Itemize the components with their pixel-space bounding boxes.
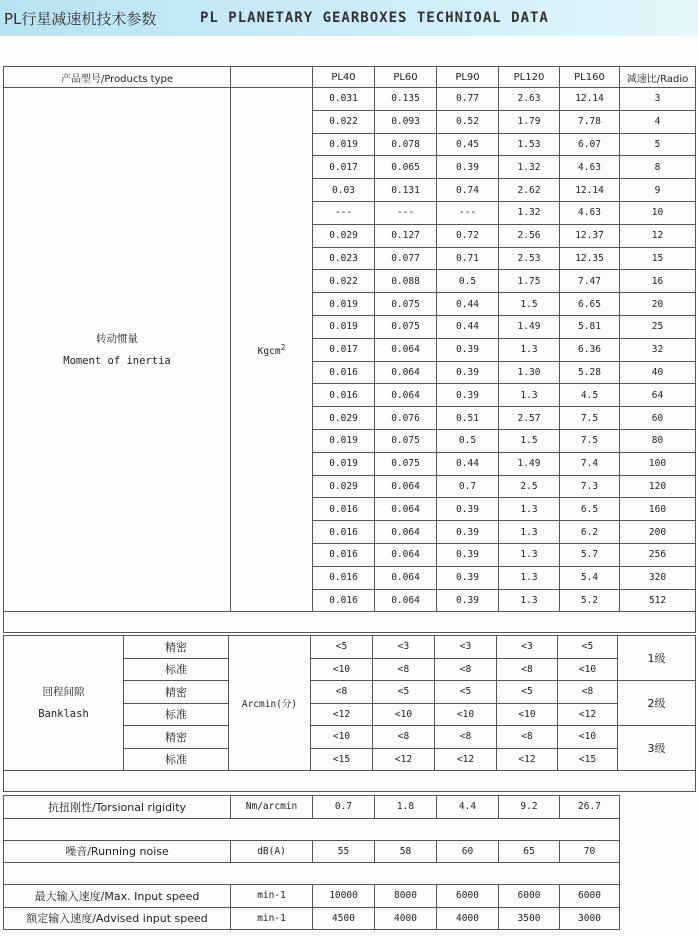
inertia-value: 0.39 [437,156,499,179]
spacer-cell [4,818,620,840]
inertia-label [4,88,231,612]
inertia-value: 7.5 [560,407,620,430]
ratio-value: 10 [620,201,696,224]
inertia-value: 0.064 [375,475,437,498]
inertia-label-en: Moment of inertia [63,354,171,367]
inertia-value: 7.78 [560,110,620,133]
inertia-value: 4.5 [560,384,620,407]
inertia-value: 0.022 [313,270,375,293]
advised-speed-row [4,907,620,930]
inertia-value: 1.3 [499,384,560,407]
spacer-row [4,771,696,792]
ratio-value: 32 [620,338,696,361]
backlash-value: <3 [497,636,558,659]
property-value: 3000 [560,907,620,930]
ratio-value: 16 [620,270,696,293]
noise-label: 噪音/Running noise [4,840,231,863]
ratio-value: 8 [620,156,696,179]
inertia-value: 12.14 [560,88,620,111]
ratio-value: 9 [620,179,696,202]
inertia-value: 0.51 [437,407,499,430]
torsional-row [4,796,620,819]
backlash-value: <10 [558,658,618,681]
spacer-row [4,612,696,633]
inertia-value: 0.076 [375,407,437,430]
inertia-value: 0.39 [437,521,499,544]
inertia-value: 0.088 [375,270,437,293]
inertia-value: 0.064 [375,361,437,384]
inertia-value: 5.7 [560,543,620,566]
ratio-value: 4 [620,110,696,133]
inertia-value: 1.3 [499,589,560,612]
unit-cell: Nm/arcmin [231,796,313,819]
inertia-value: 4.63 [560,156,620,179]
inertia-value: 12.14 [560,179,620,202]
backlash-row [4,636,696,659]
backlash-value: <10 [497,703,558,726]
unit-cell: dB(A) [231,840,313,863]
inertia-value: 0.019 [313,429,375,452]
inertia-value: 0.017 [313,338,375,361]
inertia-value: 1.5 [499,429,560,452]
backlash-label-zh: 回程间隙 [42,686,85,698]
noise-row [4,840,620,863]
inertia-value: 0.131 [375,179,437,202]
inertia-value: 5.81 [560,315,620,338]
stage-cell: 1级 [618,636,696,681]
inertia-value: 0.077 [375,247,437,270]
ratio-value: 25 [620,315,696,338]
ratio-value: 160 [620,498,696,521]
inertia-value: 1.3 [499,543,560,566]
header-row [4,67,696,88]
backlash-value: <12 [497,748,558,771]
inertia-value: 7.4 [560,452,620,475]
backlash-value: <5 [311,636,373,659]
inertia-value: 6.07 [560,133,620,156]
inertia-value: 1.3 [499,498,560,521]
inertia-value: 0.5 [437,429,499,452]
inertia-value: 0.016 [313,566,375,589]
inertia-value: 0.075 [375,452,437,475]
inertia-value: 0.39 [437,361,499,384]
inertia-value: 1.32 [499,156,560,179]
inertia-value: 1.49 [499,315,560,338]
inertia-value: 2.63 [499,88,560,111]
grade-cell: 精密 [124,636,229,659]
backlash-value: <8 [497,658,558,681]
inertia-value: 0.019 [313,452,375,475]
inertia-value: 1.75 [499,270,560,293]
ratio-value: 64 [620,384,696,407]
model-header: PL60 [375,67,437,88]
inertia-value: 12.35 [560,247,620,270]
property-value: 6000 [499,885,560,908]
inertia-value: 0.52 [437,110,499,133]
inertia-value: 0.03 [313,179,375,202]
spacer-cell [4,612,696,633]
inertia-value: 0.093 [375,110,437,133]
inertia-value: 0.44 [437,315,499,338]
inertia-value: 2.57 [499,407,560,430]
inertia-value: 0.016 [313,498,375,521]
inertia-value: 0.017 [313,156,375,179]
torsional-label: 抗扭刚性/Torsional rigidity [4,796,231,819]
spacer-cell [4,863,620,885]
inertia-value: 0.39 [437,566,499,589]
inertia-value: 1.5 [499,293,560,316]
backlash-value: <3 [373,636,435,659]
max-speed-row [4,885,620,908]
inertia-unit [231,88,313,612]
inertia-value: 0.023 [313,247,375,270]
inertia-value: 0.031 [313,88,375,111]
grade-cell: 精密 [124,726,229,749]
backlash-label [4,636,124,771]
ratio-value: 320 [620,566,696,589]
inertia-value: 0.127 [375,224,437,247]
ratio-value: 80 [620,429,696,452]
property-value: 6000 [437,885,499,908]
property-value: 1.8 [375,796,437,819]
inertia-value: 1.49 [499,452,560,475]
backlash-value: <12 [558,703,618,726]
inertia-value: --- [375,201,437,224]
grade-cell: 标准 [124,748,229,771]
product-type-header: 产品型号/Products type [4,67,231,88]
backlash-value: <8 [497,726,558,749]
stage-cell: 3级 [618,726,696,771]
inertia-label-zh: 转动惯量 [96,332,138,345]
inertia-value: 0.064 [375,566,437,589]
backlash-value: <8 [435,726,497,749]
backlash-value: <10 [311,726,373,749]
ratio-value: 5 [620,133,696,156]
inertia-value: 1.3 [499,338,560,361]
backlash-value: <10 [373,703,435,726]
inertia-value: 6.65 [560,293,620,316]
ratio-value: 12 [620,224,696,247]
inertia-value: 6.5 [560,498,620,521]
model-header: PL120 [499,67,560,88]
title-zh: PL行星减速机技术参数 [4,10,157,28]
inertia-value: --- [437,201,499,224]
inertia-value: 0.075 [375,429,437,452]
inertia-value: 0.016 [313,521,375,544]
property-value: 65 [499,840,560,863]
inertia-value: 2.5 [499,475,560,498]
ratio-value: 40 [620,361,696,384]
unit-cell: min-1 [231,907,313,930]
ratio-value: 256 [620,543,696,566]
inertia-value: 5.4 [560,566,620,589]
inertia-value: 0.064 [375,521,437,544]
inertia-value: 0.029 [313,224,375,247]
grade-cell: 标准 [124,658,229,681]
inertia-value: 2.53 [499,247,560,270]
inertia-value: 0.39 [437,589,499,612]
inertia-value: 0.135 [375,88,437,111]
property-value: 8000 [375,885,437,908]
property-value: 4.4 [437,796,499,819]
inertia-value: 0.45 [437,133,499,156]
inertia-value: 5.2 [560,589,620,612]
inertia-value: 2.56 [499,224,560,247]
backlash-value: <10 [311,658,373,681]
property-value: 4000 [375,907,437,930]
backlash-value: <3 [435,636,497,659]
inertia-value: 0.5 [437,270,499,293]
max-speed-label: 最大输入速度/Max. Input speed [4,885,231,908]
property-value: 55 [313,840,375,863]
inertia-value: 0.019 [313,133,375,156]
backlash-value: <10 [558,726,618,749]
inertia-value: 0.064 [375,384,437,407]
inertia-value: 0.019 [313,315,375,338]
inertia-value: 0.016 [313,361,375,384]
backlash-value: <15 [558,748,618,771]
backlash-value: <12 [373,748,435,771]
inertia-value: 0.064 [375,589,437,612]
backlash-value: <12 [435,748,497,771]
inertia-value: 6.2 [560,521,620,544]
property-value: 6000 [560,885,620,908]
inertia-value: 1.30 [499,361,560,384]
spacer-row [4,863,620,885]
backlash-value: <8 [373,658,435,681]
inertia-value: 1.53 [499,133,560,156]
advised-speed-label: 额定输入速度/Advised input speed [4,907,231,930]
backlash-value: <10 [435,703,497,726]
inertia-value: 0.44 [437,452,499,475]
inertia-value: 2.62 [499,179,560,202]
inertia-value: 1.79 [499,110,560,133]
inertia-value: 7.5 [560,429,620,452]
backlash-value: <5 [373,681,435,704]
backlash-value: <15 [311,748,373,771]
inertia-value: 0.7 [437,475,499,498]
inertia-value: 7.47 [560,270,620,293]
property-value: 4000 [437,907,499,930]
inertia-value: 0.064 [375,543,437,566]
inertia-value: 7.3 [560,475,620,498]
backlash-table [3,635,696,792]
spacer-row [4,818,620,840]
unit-text: Kgcm [257,345,281,357]
property-value: 26.7 [560,796,620,819]
inertia-value: 0.029 [313,407,375,430]
property-value: 70 [560,840,620,863]
property-value: 58 [375,840,437,863]
inertia-value: 0.71 [437,247,499,270]
inertia-value: 0.016 [313,543,375,566]
ratio-value: 20 [620,293,696,316]
title-en: PL PLANETARY GEARBOXES TECHNIOAL DATA [200,10,549,26]
grade-cell: 精密 [124,681,229,704]
backlash-value: <5 [435,681,497,704]
inertia-value: 0.016 [313,384,375,407]
inertia-value: 0.74 [437,179,499,202]
backlash-value: <8 [558,681,618,704]
inertia-value: 0.72 [437,224,499,247]
inertia-value: 1.32 [499,201,560,224]
backlash-unit: Arcmin(分) [229,636,311,771]
property-value: 9.2 [499,796,560,819]
ratio-value: 512 [620,589,696,612]
property-value: 60 [437,840,499,863]
stage-cell: 2级 [618,681,696,726]
ratio-header: 减速比/Radio [620,67,696,88]
inertia-table [3,66,696,633]
ratio-value: 200 [620,521,696,544]
inertia-value: 0.44 [437,293,499,316]
inertia-value: 0.064 [375,338,437,361]
inertia-value: 0.39 [437,384,499,407]
properties-table [3,795,620,930]
model-header: PL40 [313,67,375,88]
ratio-value: 60 [620,407,696,430]
backlash-value: <8 [311,681,373,704]
inertia-value: --- [313,201,375,224]
inertia-value: 6.36 [560,338,620,361]
grade-cell: 标准 [124,703,229,726]
inertia-value: 0.022 [313,110,375,133]
backlash-value: <5 [497,681,558,704]
inertia-value: 5.28 [560,361,620,384]
ratio-value: 15 [620,247,696,270]
backlash-value: <8 [435,658,497,681]
unit-sup: 2 [280,342,286,352]
unit-header [231,67,313,88]
backlash-value: <5 [558,636,618,659]
inertia-value: 1.3 [499,566,560,589]
inertia-row [4,88,696,111]
inertia-value: 0.016 [313,589,375,612]
ratio-value: 120 [620,475,696,498]
inertia-value: 0.77 [437,88,499,111]
inertia-value: 4.63 [560,201,620,224]
inertia-value: 0.075 [375,315,437,338]
inertia-value: 1.3 [499,521,560,544]
model-header: PL90 [437,67,499,88]
property-value: 0.7 [313,796,375,819]
inertia-value: 0.39 [437,498,499,521]
ratio-value: 100 [620,452,696,475]
inertia-value: 0.39 [437,338,499,361]
ratio-value: 3 [620,88,696,111]
inertia-value: 0.39 [437,543,499,566]
inertia-value: 0.019 [313,293,375,316]
backlash-value: <8 [373,726,435,749]
inertia-value: 0.064 [375,498,437,521]
backlash-label-en: Banklash [38,708,89,720]
inertia-value: 0.078 [375,133,437,156]
property-value: 4500 [313,907,375,930]
model-header: PL160 [560,67,620,88]
property-value: 10000 [313,885,375,908]
page-header [0,0,698,36]
spacer-cell [4,771,696,792]
inertia-value: 0.029 [313,475,375,498]
property-value: 3500 [499,907,560,930]
inertia-value: 0.075 [375,293,437,316]
backlash-value: <12 [311,703,373,726]
inertia-value: 12.37 [560,224,620,247]
inertia-value: 0.065 [375,156,437,179]
unit-cell: min-1 [231,885,313,908]
